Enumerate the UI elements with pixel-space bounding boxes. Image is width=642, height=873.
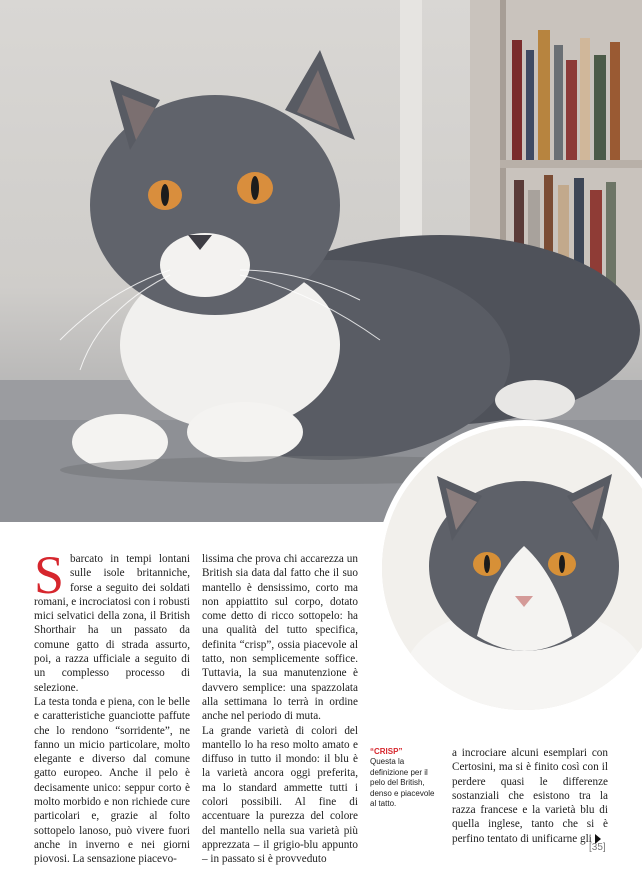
paragraph-intro-text: barcato in tempi lontani sulle isole britanniche, forse a seguito dei soldati romani, e incrociatosi con i robusti mici selvatici della zona, il British Shorthair ha un passato da comune gatto di strada assurto, poi, a razza ufficiale a seguito di un complesso processo di selezione. (34, 553, 190, 694)
paragraph-coat: lissima che prova chi accarezza un British sia data dal fatto che il suo mantello è densissimo, corto ma non appiattito sul corpo, dotato come detto di ricco sottopelo: ha una qualità del tutto specifica, definita “crisp”, ossia piacevole al tatto, non semplicemente soffice. Tuttavia, la sua manutenzione è davvero semplice: una spazzolata alla settimana lo terrà in ordine anche nel periodo di muta. (202, 553, 358, 723)
inset-photo (376, 420, 642, 716)
cat-portrait-illustration (382, 426, 642, 710)
paragraph-head: La testa tonda e piena, con le belle e caratteristiche guanciotte paffute che lo rendono “sorridente”, ne fanno un micio particolare, molto elegante e diverso dal comune gatto europeo. Anche il pelo è decisamente unico: seppur corto è molto morbido e non richiede cure particolari e, grazie al folto sottopelo lanoso, può vivere fuori anche in inverno e nei giorni piovosi. La sensazione piacevo- (34, 695, 190, 866)
article-column-2 (202, 552, 358, 867)
photo-caption (370, 747, 438, 809)
caption-text: Questa la definizione per il pelo del British, denso e piacevole al tatto. (370, 757, 435, 809)
paragraph-colors: La grande varietà di colori del mantello lo ha reso molto amato e diffuso in tutto il mondo: il blu è la varietà ancora oggi preferita, ma lo standard ammette tutti i colori possibili. Al fine di accentuare la purezza del colore del mantello nella sua varietà più apprezzata – il grigio-blu appunto – in passato si è provveduto (202, 724, 358, 866)
paragraph-crossbreeding (452, 746, 608, 846)
article-column-3 (452, 746, 608, 846)
page-number: [35] (589, 842, 606, 853)
article-column-1 (34, 545, 190, 867)
paragraph-intro (34, 545, 190, 695)
caption-title: “CRISP” (370, 747, 403, 756)
drop-cap: S (34, 545, 65, 605)
paragraph-crossbreeding-text: a incrociare alcuni esemplari con Certosini, ma si è finito così con il perdere quasi le differenze sostanziali che esistono tra la razza francese e la varietà blu di quella inglese, tanto che si è perfino tentato di unificarne gli (452, 747, 608, 845)
